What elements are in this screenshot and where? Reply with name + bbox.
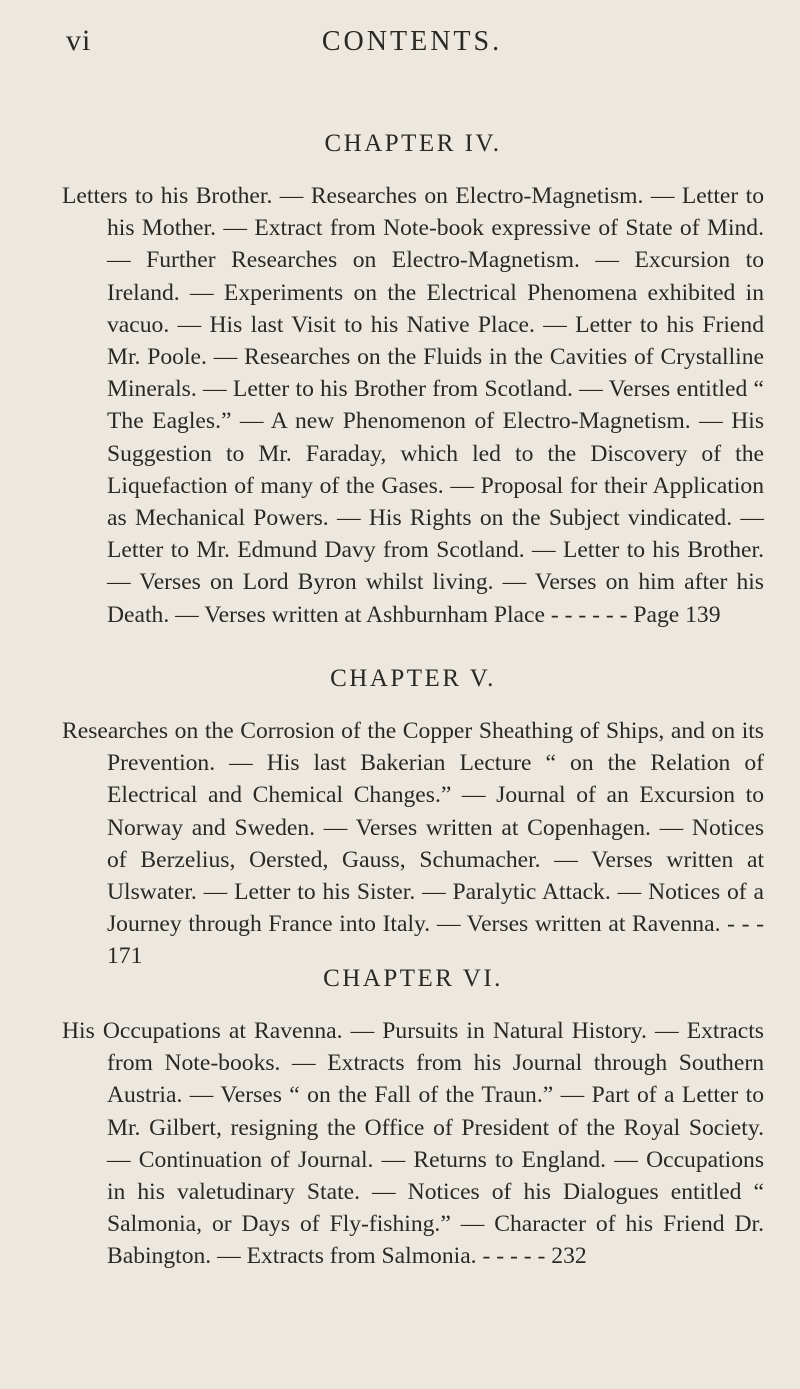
running-title: CONTENTS. bbox=[321, 26, 503, 57]
summary-text: Letters to his Brother. — Researches on Electro-Magnetism. — Letter to his Mother. — Extract from Note-book expressive of State of Mind. — Further Researches on Electro-Magnetism. — Excursion to Ireland. — Experiments on the Electrical Phenomena exhibited in vacuo. — His last Visit to his Native Place. — Letter to his Friend Mr. Poole. — Researches on the Fluids in the Cavities of Crystalline Minerals. — Letter to his Brother from Scotland. — Verses entitled “ The Eagles.” — A new Phenomenon of Electro-Magnetism. — His Suggestion to Mr. Faraday, which led to the Discovery of the Liquefaction of many of the Gases. — Proposal for their Application as Mechanical Powers. — His Rights on the Subject vindicated. — Letter to Mr. Edmund Davy from Scotland. — Letter to his Brother. — Verses on Lord Byron whilst living. — Verses on him after his Death. — Verses written at Ashburnham Place bbox=[62, 183, 764, 628]
chapter-heading: CHAPTER VI. bbox=[323, 965, 503, 992]
page-reference: Page 139 bbox=[633, 601, 721, 628]
page-reference: 171 bbox=[107, 943, 143, 970]
dot-leader: - - - bbox=[720, 911, 764, 938]
chapter-heading: CHAPTER IV. bbox=[324, 130, 502, 157]
dot-leader: - - - - - bbox=[476, 1243, 552, 1270]
summary-text: His Occupations at Ravenna. — Pursuits in Natural History. — Extracts from Note-books. — Extracts from his Journal through Southern Austria. — Verses “ on the Fall of the Traun.” — Part of a Letter to Mr. Gilbert, resigning the Office of President of the Royal Society. — Continuation of Journal. — Returns to England. — Occupations in his valetudinary State. — Notices of his Dialogues entitled “ Salmonia, or Days of Fly-fishing.” — Character of his Friend Dr. Babington. — Extracts from Salmonia. bbox=[62, 1018, 764, 1270]
dot-leader: - - - - - - bbox=[544, 601, 634, 628]
chapter-heading: CHAPTER V. bbox=[330, 665, 496, 692]
page-reference: 232 bbox=[551, 1243, 587, 1270]
page-number: vi bbox=[66, 24, 92, 57]
chapter-summary bbox=[62, 715, 764, 973]
chapter-iv bbox=[62, 130, 764, 631]
summary-text: Researches on the Corrosion of the Copper Sheathing of Ships, and on its Prevention. — His last Bakerian Lecture “ on the Relation of Electrical and Chemical Changes.” — Journal of an Excursion to Norway and Sweden. — Verses written at Copenhagen. — Notices of Berzelius, Oersted, Gauss, Schumacher. — Verses written at Ulswater. — Letter to his Sister. — Paralytic Attack. — Notices of a Journey through France into Italy. — Verses written at Ravenna. bbox=[62, 718, 764, 938]
chapter-vi bbox=[62, 965, 764, 1273]
chapter-summary bbox=[62, 1015, 764, 1273]
chapter-v bbox=[62, 665, 764, 973]
chapter-summary bbox=[62, 180, 764, 631]
running-head bbox=[62, 24, 762, 64]
